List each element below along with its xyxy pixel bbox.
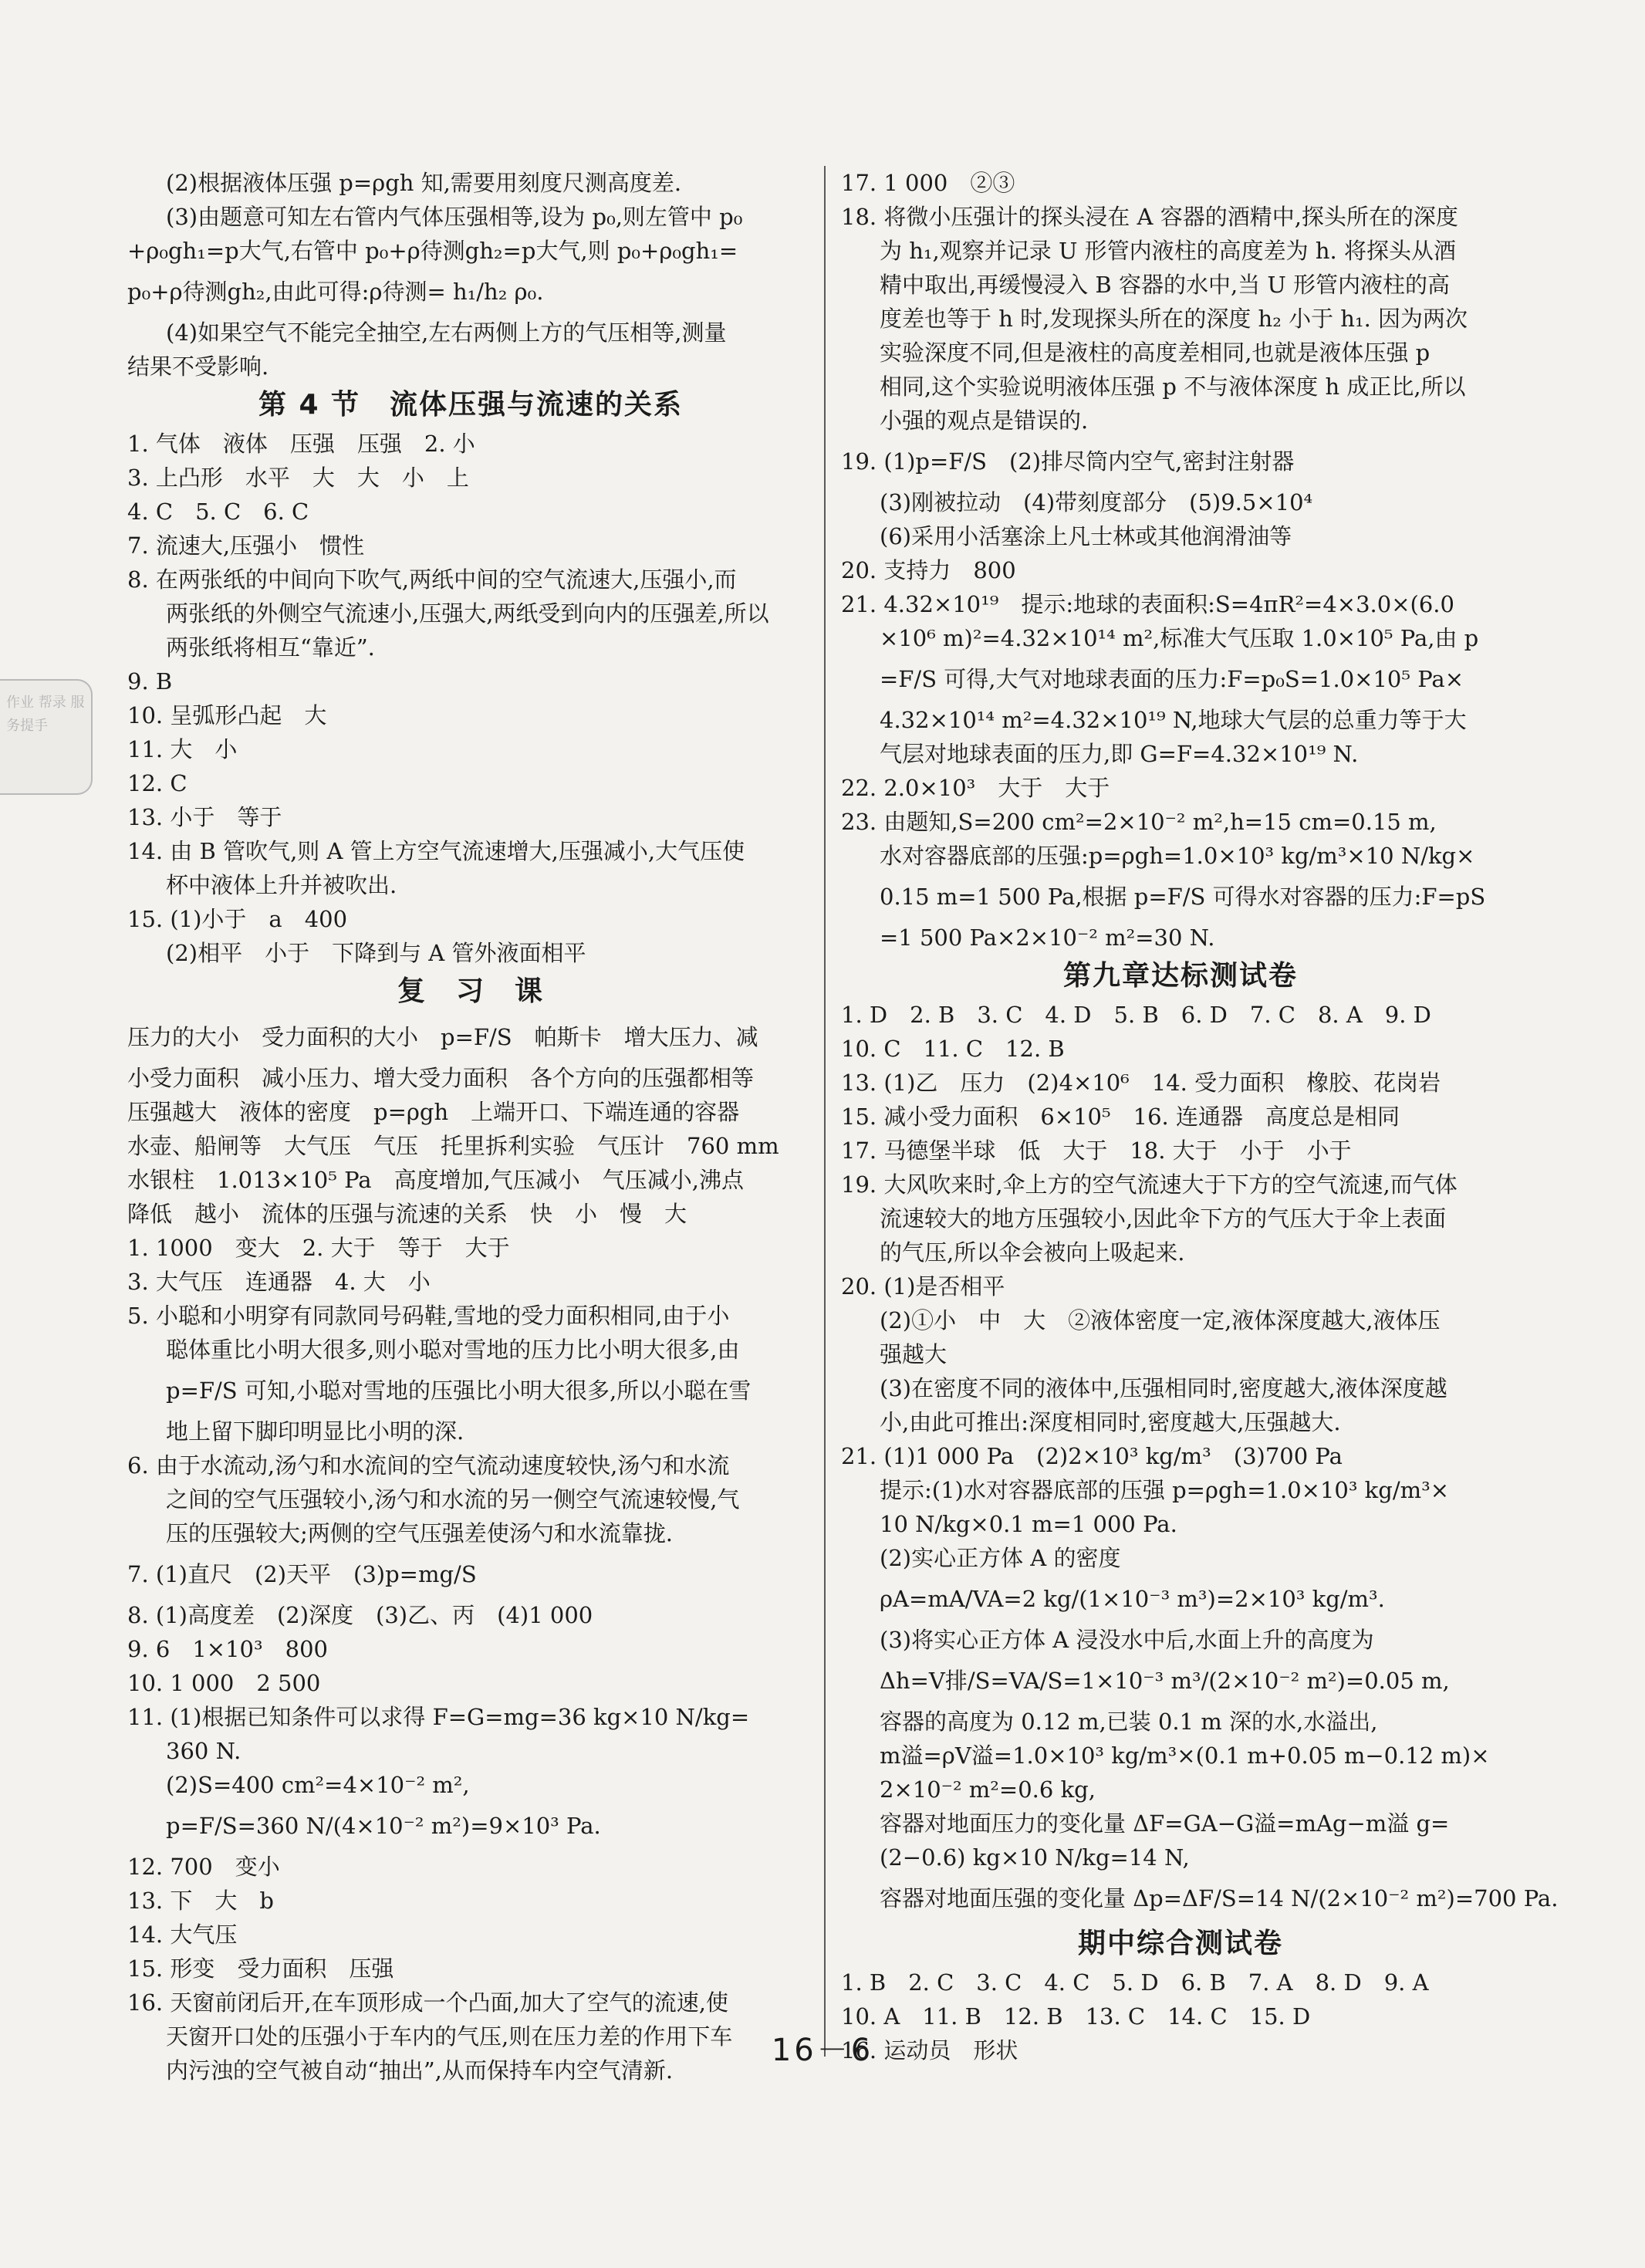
answer-line: 10. 呈弧形凸起 大 (127, 702, 327, 728)
answer-line: 13. 小于 等于 (127, 804, 282, 830)
answer-line: 压的压强较大;两侧的空气压强差使汤勺和水流靠拢. (166, 1520, 673, 1546)
answer-line: 15. 形变 受力面积 压强 (127, 1955, 394, 1982)
answer-line: (3)将实心正方体 A 浸没水中后,水面上升的高度为 (880, 1627, 1374, 1653)
answer-line: 的气压,所以伞会被向上吸起来. (880, 1239, 1185, 1266)
stamp-watermark: 作业 帮录 服务提手 (0, 679, 93, 795)
answer-line: 19. 大风吹来时,伞上方的空气流速大于下方的空气流速,而气体 (841, 1171, 1458, 1198)
answer-line: 精中取出,再缓慢浸入 B 容器的水中,当 U 形管内液柱的高 (880, 272, 1451, 298)
answer-line: 气层对地球表面的压力,即 G=F=4.32×10¹⁹ N. (880, 741, 1359, 767)
answer-line: 19. (1)p=F/S (2)排尽筒内空气,密封注射器 (841, 448, 1295, 475)
answer-line: 两张纸的外侧空气流速小,压强大,两纸受到向内的压强差,所以 (166, 600, 769, 627)
answer-line: ρA=mA/VA=2 kg/(1×10⁻³ m³)=2×10³ kg/m³. (880, 1586, 1385, 1612)
answer-line: 杯中液体上升并被吹出. (166, 872, 397, 898)
answer-line: 8. 在两张纸的中间向下吹气,两纸中间的空气流速大,压强小,而 (127, 566, 737, 593)
answer-line: 2×10⁻² m²=0.6 kg, (880, 1776, 1096, 1803)
answer-line: 360 N. (166, 1738, 242, 1764)
answer-line: 23. 由题知,S=200 cm²=2×10⁻² m²,h=15 cm=0.15 m, (841, 809, 1437, 835)
answer-line: 容器的高度为 0.12 m,已装 0.1 m 深的水,水溢出, (880, 1709, 1378, 1735)
answer-line: Δh=V排/S=VA/S=1×10⁻³ m³/(2×10⁻² m²)=0.05 m, (880, 1668, 1450, 1694)
answer-line: ×10⁶ m)²=4.32×10¹⁴ m²,标准大气压取 1.0×10⁵ Pa,由 p (880, 625, 1479, 651)
page-number: 16－6 (771, 2033, 874, 2068)
answer-line: 10 N/kg×0.1 m=1 000 Pa. (880, 1511, 1177, 1537)
answer-line: 1. B 2. C 3. C 4. C 5. D 6. B 7. A 8. D 9. A (841, 1969, 1429, 1996)
answer-line: (2)实心正方体 A 的密度 (880, 1545, 1121, 1571)
right-column (841, 166, 1559, 2067)
answer-line: 4.32×10¹⁴ m²=4.32×10¹⁹ N,地球大气层的总重力等于大 (880, 707, 1467, 733)
answer-line: 18. 将微小压强计的探头浸在 A 容器的酒精中,探头所在的深度 (841, 204, 1458, 230)
answer-line: 0.15 m=1 500 Pa,根据 p=F/S 可得水对容器的压力:F=pS (880, 884, 1486, 910)
answer-line: p₀+ρ待测gh₂,由此可得:ρ待测= h₁/h₂ ρ₀. (127, 279, 544, 305)
answer-line: 天窗开口处的压强小于车内的气压,则在压力差的作用下车 (166, 2023, 733, 2050)
answer-line: 20. (1)是否相平 (841, 1273, 1005, 1300)
answer-line: 小强的观点是错误的. (880, 407, 1089, 434)
answer-line: 1. D 2. B 3. C 4. D 5. B 6. D 7. C 8. A 9. D (841, 1002, 1431, 1028)
answer-line: 降低 越小 流体的压强与流速的关系 快 小 慢 大 (127, 1201, 687, 1227)
answer-line: 17. 1 000 ②③ (841, 170, 1015, 196)
section-heading: 复 习 课 (397, 975, 544, 1007)
answer-line: 10. 1 000 2 500 (127, 1670, 321, 1696)
left-column (127, 166, 814, 2087)
answer-line: (2)①小 中 大 ②液体密度一定,液体深度越大,液体压 (880, 1307, 1441, 1333)
answer-line: (2−0.6) kg×10 N/kg=14 N, (880, 1844, 1190, 1871)
section-heading: 第 4 节 流体压强与流速的关系 (258, 389, 684, 421)
answer-line: 3. 上凸形 水平 大 大 小 上 (127, 465, 469, 491)
answer-line: 地上留下脚印明显比小明的深. (166, 1418, 464, 1445)
answer-line: 压力的大小 受力面积的大小 p=F/S 帕斯卡 增大压力、减 (127, 1024, 758, 1050)
answer-line: =1 500 Pa×2×10⁻² m²=30 N. (880, 924, 1215, 951)
answer-line: 13. 下 大 b (127, 1888, 274, 1914)
answer-line: 16. 运动员 形状 (841, 2037, 1018, 2064)
answer-line: (2)S=400 cm²=4×10⁻² m², (166, 1772, 470, 1798)
answer-line: p=F/S=360 N/(4×10⁻² m²)=9×10³ Pa. (166, 1813, 601, 1839)
answer-line: 为 h₁,观察并记录 U 形管内液柱的高度差为 h. 将探头从酒 (880, 238, 1456, 264)
answer-line: (3)由题意可知左右管内气体压强相等,设为 p₀,则左管中 p₀ (166, 204, 743, 230)
answer-line: 17. 马德堡半球 低 大于 18. 大于 小于 小于 (841, 1137, 1352, 1164)
answer-line: 实验深度不同,但是液柱的高度差相同,也就是液体压强 p (880, 340, 1431, 366)
answer-line: 两张纸将相互“靠近”. (166, 634, 375, 661)
answer-line: 3. 大气压 连通器 4. 大 小 (127, 1269, 431, 1295)
answer-line: 13. (1)乙 压力 (2)4×10⁶ 14. 受力面积 橡胶、花岗岩 (841, 1070, 1441, 1096)
answer-line: 小,由此可推出:深度相同时,密度越大,压强越大. (880, 1409, 1341, 1435)
answer-line: 聪体重比小明大很多,则小聪对雪地的压力比小明大很多,由 (166, 1337, 740, 1363)
answer-line: +ρ₀gh₁=p大气,右管中 p₀+ρ待测gh₂=p大气,则 p₀+ρ₀gh₁= (127, 238, 738, 264)
answer-line: (3)在密度不同的液体中,压强相同时,密度越大,液体深度越 (880, 1375, 1447, 1401)
answer-line: 6. 由于水流动,汤勺和水流间的空气流动速度较快,汤勺和水流 (127, 1452, 730, 1479)
answer-line: 8. (1)高度差 (2)深度 (3)乙、丙 (4)1 000 (127, 1602, 593, 1628)
answer-line: 15. 减小受力面积 6×10⁵ 16. 连通器 高度总是相同 (841, 1104, 1400, 1130)
answer-line: 14. 由 B 管吹气,则 A 管上方空气流速增大,压强减小,大气压使 (127, 838, 745, 864)
answer-line: 之间的空气压强较小,汤勺和水流的另一侧空气流速较慢,气 (166, 1486, 740, 1513)
answer-line: 12. 700 变小 (127, 1854, 280, 1880)
answer-line: =F/S 可得,大气对地球表面的压力:F=p₀S=1.0×10⁵ Pa× (880, 666, 1464, 692)
answer-line: 22. 2.0×10³ 大于 大于 (841, 775, 1110, 801)
answer-line: 9. B (127, 668, 173, 695)
answer-line: 结果不受影响. (127, 353, 269, 380)
answer-line: 提示:(1)水对容器底部的压强 p=ρgh=1.0×10³ kg/m³× (880, 1477, 1450, 1503)
answer-line: 15. (1)小于 a 400 (127, 906, 348, 932)
answer-line: (2)根据液体压强 p=ρgh 知,需要用刻度尺测高度差. (166, 170, 682, 196)
answer-line: (6)采用小活塞涂上凡士林或其他润滑油等 (880, 523, 1292, 549)
answer-line: (3)刚被拉动 (4)带刻度部分 (5)9.5×10⁴ (880, 489, 1313, 515)
answer-line: 相同,这个实验说明液体压强 p 不与液体深度 h 成正比,所以 (880, 373, 1466, 400)
section-heading: 期中综合测试卷 (1077, 1928, 1283, 1959)
answer-line: 水对容器底部的压强:p=ρgh=1.0×10³ kg/m³×10 N/kg× (880, 843, 1475, 869)
answer-line: (2)相平 小于 下降到与 A 管外液面相平 (166, 940, 586, 966)
answer-line: 容器对地面压力的变化量 ΔF=GA−G溢=mAg−m溢 g= (880, 1810, 1450, 1837)
answer-line: 4. C 5. C 6. C (127, 499, 309, 525)
section-heading: 第九章达标测试卷 (1062, 960, 1298, 992)
answer-line: 度差也等于 h 时,发现探头所在的深度 h₂ 小于 h₁. 因为两次 (880, 306, 1468, 332)
answer-line: 10. C 11. C 12. B (841, 1036, 1065, 1062)
answer-line: 1. 1000 变大 2. 大于 等于 大于 (127, 1235, 510, 1261)
answer-line: 11. 大 小 (127, 736, 238, 762)
answer-line: 压强越大 液体的密度 p=ρgh 上端开口、下端连通的容器 (127, 1099, 740, 1125)
answer-line: 21. 4.32×10¹⁹ 提示:地球的表面积:S=4πR²=4×3.0×(6.0 (841, 591, 1454, 617)
answer-line: 容器对地面压强的变化量 Δp=ΔF/S=14 N/(2×10⁻² m²)=700 Pa. (880, 1885, 1559, 1911)
answer-line: 水银柱 1.013×10⁵ Pa 高度增加,气压减小 气压减小,沸点 (127, 1167, 745, 1193)
answer-line: 21. (1)1 000 Pa (2)2×10³ kg/m³ (3)700 Pa (841, 1443, 1343, 1469)
answer-line: 10. A 11. B 12. B 13. C 14. C 15. D (841, 2003, 1311, 2030)
answer-line: 7. (1)直尺 (2)天平 (3)p=mg/S (127, 1561, 477, 1587)
answer-line: 1. 气体 液体 压强 压强 2. 小 (127, 431, 475, 457)
answer-line: p=F/S 可知,小聪对雪地的压强比小明大很多,所以小聪在雪 (166, 1377, 752, 1404)
answer-line: 20. 支持力 800 (841, 557, 1016, 583)
answer-line: 5. 小聪和小明穿有同款同号码鞋,雪地的受力面积相同,由于小 (127, 1303, 730, 1329)
answer-line: 16. 天窗前闭后开,在车顶形成一个凸面,加大了空气的流速,使 (127, 1989, 728, 2016)
answer-line: (4)如果空气不能完全抽空,左右两侧上方的气压相等,测量 (166, 319, 727, 346)
answer-line: 内污浊的空气被自动“抽出”,从而保持车内空气清新. (166, 2057, 674, 2084)
answer-line: 12. C (127, 770, 187, 796)
answer-line: 流速较大的地方压强较小,因此伞下方的气压大于伞上表面 (880, 1205, 1447, 1232)
answer-line: 小受力面积 减小压力、增大受力面积 各个方向的压强都相等 (127, 1065, 755, 1091)
column-divider (824, 166, 826, 2057)
answer-line: 14. 大气压 (127, 1922, 238, 1948)
answer-line: 11. (1)根据已知条件可以求得 F=G=mg=36 kg×10 N/kg= (127, 1704, 750, 1730)
answer-line: m溢=ρV溢=1.0×10³ kg/m³×(0.1 m+0.05 m−0.12 m)× (880, 1742, 1490, 1769)
answer-line: 7. 流速大,压强小 惯性 (127, 532, 365, 559)
answer-line: 强越大 (880, 1341, 947, 1367)
answer-line: 水壶、船闸等 大气压 气压 托里拆利实验 气压计 760 mm (127, 1133, 779, 1159)
answer-line: 9. 6 1×10³ 800 (127, 1636, 328, 1662)
